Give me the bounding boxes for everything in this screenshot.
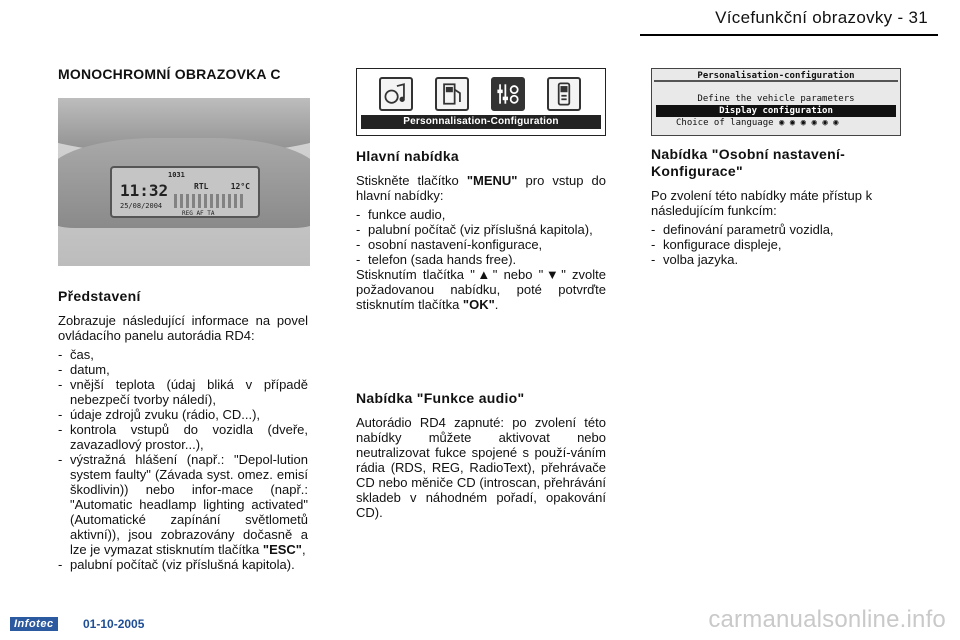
main-menu-intro: Stiskněte tlačítko "MENU" pro vstup do hlavní nabídky: — [356, 173, 606, 203]
main-menu-instructions: Stisknutím tlačítka "▲" nebo "▼" zvolte požadovanou nabídku, poté potvrďte stisknutím tlačítka "OK". — [356, 267, 607, 312]
personalisation-intro: Po zvolení této nabídky máte přístup k následujícím funkcím: — [651, 188, 873, 218]
main-menu-heading: Hlavní nabídka — [356, 148, 460, 164]
list-item: - kontrola vstupů do vozidla (dveře, zavazadlový prostor...), — [58, 422, 308, 452]
page-header-title: Vícefunkční obrazovky - 31 — [715, 8, 928, 27]
list-item: - čas, — [58, 347, 308, 362]
main-menu-section — [356, 148, 606, 312]
screen-line: Choice of language ◉ ◉ ◉ ◉ ◉ ◉ — [676, 118, 839, 128]
intro-heading: Představení — [58, 288, 141, 304]
list-item: - osobní nastavení-konfigurace, — [356, 237, 606, 252]
list-item: - datum, — [58, 362, 308, 377]
list-item: - údaje zdrojů zvuku (rádio, CD...), — [58, 407, 308, 422]
screen-line: Define the vehicle parameters — [697, 94, 855, 104]
monochrome-display: 1031 11:32 25/08/2004 RTL 12°C REG AF TA — [110, 166, 260, 218]
list-item: - palubní počítač (viz příslušná kapitola), — [356, 222, 606, 237]
language-flags-icon: ◉ ◉ ◉ ◉ ◉ ◉ — [778, 118, 839, 128]
list-item: - konfigurace displeje, — [651, 237, 906, 252]
intro-text: Zobrazuje následující informace na povel ovládacího panelu autorádia RD4: — [58, 313, 308, 343]
personalisation-heading: Nabídka "Osobní nastavení-Konfigurace" — [651, 146, 846, 179]
list-item: - volba jazyka. — [651, 252, 906, 267]
watermark: carmanualsonline.info — [708, 606, 946, 633]
infotec-logo: Infotec — [10, 617, 58, 631]
screen-line-selected: Display configuration — [656, 105, 896, 117]
phone-icon — [547, 77, 581, 111]
main-menu-screen — [356, 68, 606, 136]
audio-menu-section — [356, 390, 606, 520]
settings-icon — [491, 77, 525, 111]
arrow-up-icon: ▲ — [474, 267, 493, 282]
intro-section — [58, 288, 308, 572]
list-item: - palubní počítač (viz příslušná kapitola). — [58, 557, 308, 572]
audio-icon — [379, 77, 413, 111]
audio-menu-text: Autorádio RD4 zapnuté: po zvolení této nabídky můžete aktivovat nebo neutralizovat fukce spojené s použí-váním rádia (RDS, REG, RadioText), přehrávače CD nebo měniče CD (introscan, přehrávání skladeb v náhodném pořadí, opakování CD). — [356, 415, 606, 520]
list-item: - výstražná hlášení (např.: "Depol-lution system faulty" (Závada syst. omez. emisí škodlivin)) nebo infor-mace (např.: "Automatic headlamp lighting activated" (Automatické zapínání světlometů aktivní)), jsou zobrazovány dočasně a lze je vymazat stisknutím tlačítka "ESC", — [58, 452, 308, 557]
list-item: - funkce audio, — [356, 207, 606, 222]
personalisation-section — [651, 146, 906, 267]
screen-title: Personalisation-configuration — [654, 70, 898, 82]
intro-list — [58, 347, 308, 572]
dashboard-display-photo — [58, 98, 310, 266]
arrow-down-icon: ▼ — [543, 267, 562, 282]
main-menu-list — [356, 207, 606, 267]
fuel-computer-icon — [435, 77, 469, 111]
menu-selection-label: Personnalisation-Configuration — [361, 115, 601, 129]
list-item: - telefon (sada hands free). — [356, 252, 606, 267]
personalisation-list — [651, 222, 906, 267]
audio-menu-heading: Nabídka "Funkce audio" — [356, 390, 525, 406]
personalisation-screen — [651, 68, 901, 136]
section-title: MONOCHROMNÍ OBRAZOVKA C — [58, 66, 281, 82]
header-divider — [640, 34, 938, 36]
footer-date: 01-10-2005 — [83, 617, 145, 631]
list-item: - definování parametrů vozidla, — [651, 222, 906, 237]
list-item: - vnější teplota (údaj bliká v případě nebezpečí tvorby náledí), — [58, 377, 308, 407]
